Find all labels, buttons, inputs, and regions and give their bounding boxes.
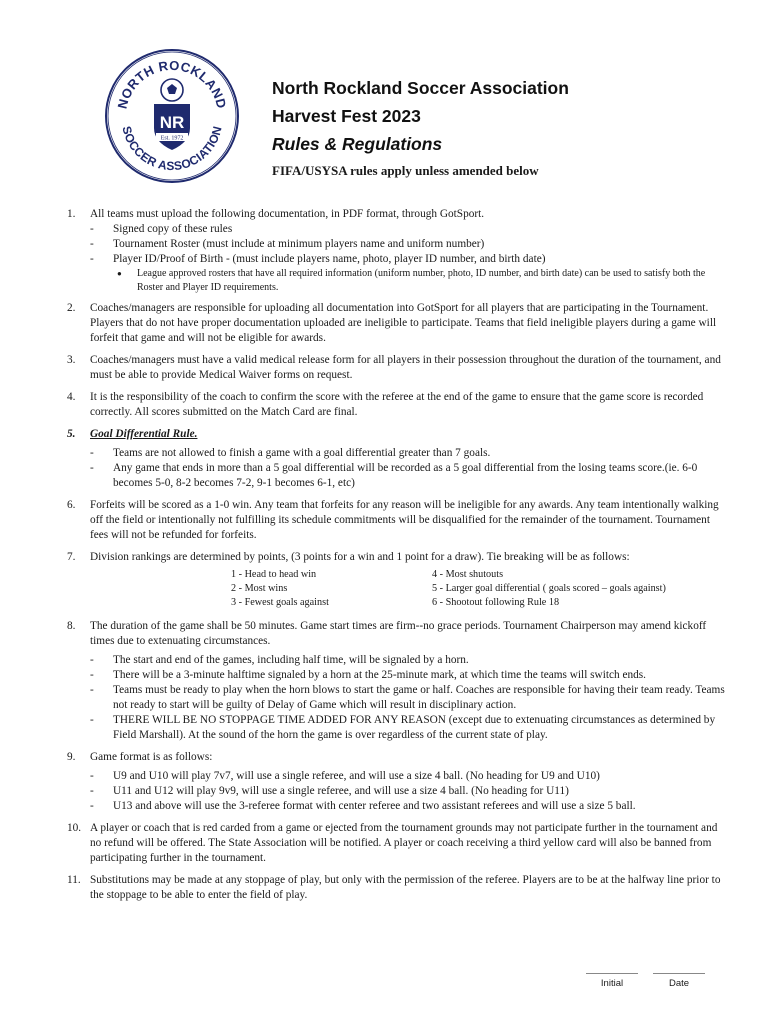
- rule-text: Game format is as follows:: [90, 751, 213, 763]
- tiebreak-column-left: [231, 568, 329, 610]
- doc-subtitle: FIFA/USYSA rules apply unless amended below: [272, 163, 539, 178]
- tiebreak-column-right: [432, 568, 666, 610]
- rule-subitem: - Tournament Roster (must include at minimum players name and uniform number): [90, 238, 485, 250]
- initial-field[interactable]: [586, 973, 638, 989]
- rule-number: 11.: [67, 874, 81, 886]
- rule-2: [67, 301, 727, 346]
- rule-subitem: - Teams must be ready to play when the horn blows to start the game or half. Coaches are responsible for having their team ready. Teams not ready to start will be guilty of Delay of Game which will result in disciplinary action.: [90, 684, 725, 711]
- rules-list: [67, 207, 727, 910]
- rule-subitem: - Player ID/Proof of Birth - (must include players name, photo, player ID number, and birth date): [90, 253, 546, 265]
- rule-number: 1.: [67, 208, 76, 220]
- subitem-text: The start and end of the games, including half time, will be signaled by a horn.: [113, 654, 469, 666]
- bullet-text: League approved rosters that have all required information (uniform number, photo, ID number, and birth date) can be used to satisfy both the Roster and Player ID requirements.: [137, 268, 706, 293]
- rule-text: All teams must upload the following documentation, in PDF format, through GotSport.: [90, 208, 485, 220]
- rule-text: A player or coach that is red carded from a game or ejected from the tournament grounds may not participate further in the tournament and no refund will be offered. The State Association will be notified. A player or coach receiving a third yellow card will also be banned from participating further in the tournament.: [90, 822, 718, 864]
- association-logo: [104, 48, 240, 184]
- rule-number: 5.: [67, 428, 76, 440]
- rule-3: [67, 353, 727, 383]
- logo-monogram: NR: [159, 113, 185, 132]
- tiebreak-table: [90, 568, 727, 612]
- subitem-text: Teams must be ready to play when the horn blows to start the game or half. Coaches are responsible for having their team ready. Teams not ready to start will be guilty of Delay of Game which will result in disciplinary action.: [113, 684, 725, 711]
- date-label: Date: [668, 978, 690, 989]
- rule-text: It is the responsibility of the coach to confirm the score with the referee at the end of the game to ensure that the game score is recorded correctly. All scores submitted on the Match Card are final.: [90, 391, 704, 418]
- rule-subitem: - There will be a 3-minute halftime signaled by a horn at the 25-minute mark, at which time the teams will switch ends.: [90, 669, 647, 681]
- logo-established: Est. 1972: [160, 135, 184, 142]
- rule-number: 9.: [67, 751, 76, 763]
- rule-8: [67, 619, 727, 743]
- rule-subitem: - The start and end of the games, including half time, will be signaled by a horn.: [90, 654, 469, 666]
- rule-number: 6.: [67, 499, 76, 511]
- rule-text: Coaches/managers must have a valid medical release form for all players in their possession throughout the duration of the tournament, and must be able to provide Medical Waiver forms on request.: [90, 354, 721, 381]
- rule-text: Forfeits will be scored as a 1-0 win. Any team that forfeits for any reason will be ineligible for any awards. Any team intentionally walking off the field or intentionally not fulfilling its schedule commitments will be disqualified for the remainder of the tournament. Tournament fees will not be refunded for forfeits.: [90, 499, 719, 541]
- rule-number: 2.: [67, 302, 76, 314]
- logo-bottom-text: SOCCER ASSOCIATION: [119, 124, 225, 174]
- rule-text: Substitutions may be made at any stoppage of play, but only with the permission of the referee. Players are to be at the halfway line prior to the stoppage to be able to enter the field of play.: [90, 874, 721, 901]
- rule-subitem: - Any game that ends in more than a 5 goal differential will be recorded as a 5 goal differential from the losing teams score.(ie. 6-0 becomes 5-0, 8-2 becomes 7-2, 9-1 becomes 6-1, etc): [90, 462, 698, 489]
- rule-subitem: - U13 and above will use the 3-referee format with center referee and two assistant referees and will use a size 5 ball.: [90, 800, 636, 812]
- bullet-icon: ●: [117, 269, 122, 278]
- subitem-text: THERE WILL BE NO STOPPAGE TIME ADDED FOR ANY REASON (except due to extenuating circumstances as determined by Field Marshall). At the sound of the horn the game is over regardless of the current state of play.: [113, 714, 716, 741]
- rule-number: 8.: [67, 620, 76, 632]
- subitem-text: Teams are not allowed to finish a game with a goal differential greater than 7 goals.: [113, 447, 491, 459]
- rule-number: 7.: [67, 551, 76, 563]
- doc-title-rules: Rules & Regulations: [272, 134, 443, 154]
- rule-7: [67, 550, 727, 612]
- tiebreak-item: 1 - Head to head win: [231, 569, 317, 580]
- subitem-text: U13 and above will use the 3-referee format with center referee and two assistant referees and will use a size 5 ball.: [113, 800, 636, 812]
- rule-number: 3.: [67, 354, 76, 366]
- rule-bullet: [90, 267, 727, 294]
- rule-number: 4.: [67, 391, 76, 403]
- subitem-text: Signed copy of these rules: [113, 223, 233, 235]
- rule-1: [67, 207, 727, 294]
- subitem-text: Tournament Roster (must include at minimum players name and uniform number): [113, 238, 485, 250]
- signature-line: [586, 973, 638, 974]
- tiebreak-item: 2 - Most wins: [231, 583, 288, 594]
- tiebreak-item: 4 - Most shutouts: [432, 569, 504, 580]
- logo-top-text: NORTH ROCKLAND: [114, 57, 230, 111]
- initial-label: Initial: [600, 978, 624, 989]
- tiebreak-item: 5 - Larger goal differential ( goals scored – goals against): [432, 583, 666, 594]
- rule-subitem: - U11 and U12 will play 9v9, will use a single referee, and will use a size 4 ball. (No heading for U11): [90, 785, 569, 797]
- doc-title-org: North Rockland Soccer Association: [272, 78, 569, 98]
- rule-subitem: - THERE WILL BE NO STOPPAGE TIME ADDED FOR ANY REASON (except due to extenuating circumstances as determined by Field Marshall). At the sound of the horn the game is over regardless of the current state of play.: [90, 714, 716, 741]
- rule-subitem: - U9 and U10 will play 7v7, will use a single referee, and will use a size 4 ball. (No heading for U9 and U10): [90, 770, 600, 782]
- rule-heading: Goal Differential Rule.: [90, 428, 198, 440]
- rule-subitem: - Signed copy of these rules: [90, 223, 233, 235]
- subitem-text: U11 and U12 will play 9v9, will use a single referee, and will use a size 4 ball. (No heading for U11): [113, 785, 569, 797]
- rule-11: [67, 873, 727, 903]
- tiebreak-item: 6 - Shootout following Rule 18: [432, 597, 560, 608]
- rule-6: [67, 498, 727, 543]
- rule-text: Coaches/managers are responsible for uploading all documentation into GotSport for all players that are participating in the Tournament. Players that do not have proper documentation uploaded are ineligible to participate. Teams that field ineligible players during a game will forfeit that game and will not be eligible for awards.: [90, 302, 717, 344]
- rule-text: Division rankings are determined by points, (3 points for a win and 1 point for a draw). Tie breaking will be as follows:: [90, 551, 630, 563]
- rule-4: [67, 390, 727, 420]
- tiebreak-item: 3 - Fewest goals against: [231, 597, 329, 608]
- signature-line: [653, 973, 705, 974]
- date-field[interactable]: [653, 973, 705, 989]
- rule-number: 10.: [67, 822, 82, 834]
- subitem-text: Any game that ends in more than a 5 goal differential will be recorded as a 5 goal differential from the losing teams score.(ie. 6-0 becomes 5-0, 8-2 becomes 7-2, 9-1 becomes 6-1, etc): [113, 462, 698, 489]
- subitem-text: Player ID/Proof of Birth - (must include players name, photo, player ID number, and birth date): [113, 253, 546, 265]
- rule-9: [67, 750, 727, 814]
- rule-subitem: - Teams are not allowed to finish a game with a goal differential greater than 7 goals.: [90, 447, 491, 459]
- rule-text: The duration of the game shall be 50 minutes. Game start times are firm--no grace periods. Tournament Chairperson may amend kickoff times due to extenuating circumstances.: [90, 620, 707, 647]
- rule-10: [67, 821, 727, 866]
- doc-title-event: Harvest Fest 2023: [272, 106, 421, 126]
- subitem-text: There will be a 3-minute halftime signaled by a horn at the 25-minute mark, at which time the teams will switch ends.: [113, 669, 647, 681]
- rule-5: [67, 427, 727, 491]
- subitem-text: U9 and U10 will play 7v7, will use a single referee, and will use a size 4 ball. (No heading for U9 and U10): [113, 770, 600, 782]
